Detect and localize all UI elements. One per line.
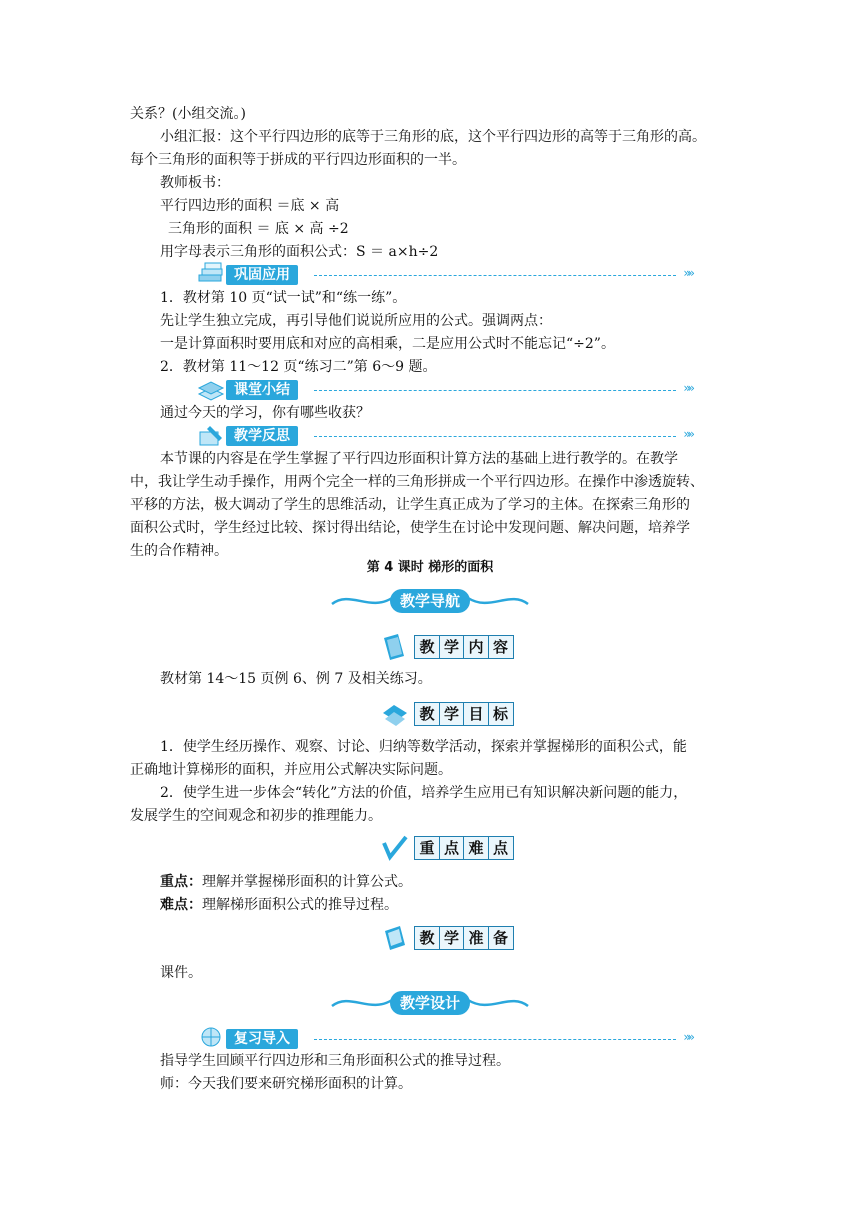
text-line: 2．使学生进一步体会“转化”方法的价值，培养学生应用已有知识解决新问题的能力，: [160, 785, 688, 801]
banner-title: 教学导航: [399, 592, 460, 610]
section-header-practice: [196, 264, 692, 286]
text-line: 通过今天的学习，你有哪些收获？: [160, 405, 370, 421]
heading-char: 教: [414, 702, 440, 726]
notebook-icon: [380, 923, 410, 953]
text-line: [160, 894, 770, 916]
text-line: 本节课的内容是在学生掌握了平行四边形面积计算方法的基础上进行教学的。在教学: [160, 451, 678, 467]
text-line: 正确地计算梯形的面积，并应用公式解决实际问题。: [130, 762, 452, 778]
arrow-icon: »»: [683, 381, 692, 395]
heading-char: 学: [439, 926, 465, 950]
arrow-icon: »»: [683, 427, 692, 441]
text-line: 教师板书：: [160, 175, 230, 191]
dashed-divider: [314, 390, 676, 391]
heading-char: 内: [463, 635, 489, 659]
dashed-divider: [314, 1039, 676, 1040]
lesson-title: 第 4 课时 梯形的面积: [366, 560, 494, 575]
text-line: 发展学生的空间观念和初步的推理能力。: [130, 808, 382, 824]
text-line: 小组汇报：这个平行四边形的底等于三角形的底，这个平行四边形的高等于三角形的高。: [160, 129, 706, 145]
text-line: 平移的方法，极大调动了学生的思维活动，让学生真正成为了学习的主体。在探索三角形的: [130, 497, 690, 513]
text-line: 1．教材第 10 页“试一试”和“练一练”。: [160, 290, 407, 306]
heading-teaching-prep: [380, 923, 520, 953]
section-label: 教学反思: [226, 426, 298, 446]
section-header-review: [196, 1028, 692, 1050]
banner-title: 教学设计: [399, 994, 460, 1012]
text-line: 每个三角形的面积等于拼成的平行四边形面积的一半。: [130, 152, 466, 168]
text-line: 先让学生独立完成，再引导他们说说所应用的公式。强调两点：: [160, 313, 552, 329]
open-book-icon: [196, 376, 226, 402]
text-line: 生的合作精神。: [130, 543, 228, 559]
text-line: [160, 871, 770, 893]
heading-char: 容: [488, 635, 514, 659]
heading-char: 点: [488, 836, 514, 860]
arrow-icon: »»: [683, 266, 692, 280]
arrow-icon: »»: [683, 1030, 692, 1044]
section-label: 课堂小结: [226, 380, 298, 400]
book-icon: [380, 632, 410, 662]
heading-char: 教: [414, 926, 440, 950]
text-line: 师：今天我们要来研究梯形面积的计算。: [160, 1076, 412, 1092]
heading-char: 重: [414, 836, 440, 860]
text-line: 面积公式时，学生经过比较、探讨得出结论，使学生在讨论中发现问题、解决问题，培养学: [130, 520, 690, 536]
banner-navigation: [330, 586, 530, 616]
heading-teaching-goals: [380, 699, 520, 729]
section-header-summary: [196, 379, 692, 401]
heading-char: 教: [414, 635, 440, 659]
heading-char: 备: [488, 926, 514, 950]
heading-char: 难: [463, 836, 489, 860]
section-header-reflection: [196, 425, 692, 447]
globe-book-icon: [196, 1025, 226, 1051]
books-icon: [380, 699, 410, 729]
pencil-book-icon: [196, 422, 226, 448]
banner-design: [330, 988, 530, 1018]
text-difficult-point: 理解梯形面积公式的推导过程。: [202, 897, 398, 913]
book-stack-icon: [196, 261, 226, 287]
section-label: 巩固应用: [226, 265, 298, 285]
text-line: 关系？(小组交流。): [130, 106, 246, 122]
text-line: 1．使学生经历操作、观察、讨论、归纳等数学活动，探索并掌握梯形的面积公式，能: [160, 739, 687, 755]
label-difficult: 难点：: [160, 897, 202, 913]
heading-char: 目: [463, 702, 489, 726]
formula-line: 平行四边形的面积 ＝底 × 高: [160, 198, 340, 214]
label-key: 重点：: [160, 874, 202, 890]
formula-line: 三角形的面积 ＝ 底 × 高 ÷2: [168, 221, 349, 237]
text-line: 指导学生回顾平行四边形和三角形面积公式的推导过程。: [160, 1053, 510, 1069]
formula-line: 用字母表示三角形的面积公式：S ＝ a×h÷2: [160, 244, 439, 260]
text-key-point: 理解并掌握梯形面积的计算公式。: [202, 874, 412, 890]
heading-char: 标: [488, 702, 514, 726]
heading-char: 学: [439, 635, 465, 659]
heading-char: 准: [463, 926, 489, 950]
heading-key-points: [380, 833, 520, 863]
text-line: 教材第 14～15 页例 6、例 7 及相关练习。: [160, 671, 432, 687]
text-line: 中，我让学生动手操作，用两个完全一样的三角形拼成一个平行四边形。在操作中渗透旋转、: [130, 474, 704, 490]
heading-char: 点: [439, 836, 465, 860]
text-line: 2．教材第 11～12 页“练习二”第 6～9 题。: [160, 359, 437, 375]
dashed-divider: [314, 436, 676, 437]
text-line: 课件。: [160, 965, 202, 981]
check-book-icon: [380, 833, 410, 863]
heading-char: 学: [439, 702, 465, 726]
heading-teaching-content: [380, 632, 520, 662]
dashed-divider: [314, 275, 676, 276]
section-label: 复习导入: [226, 1029, 298, 1049]
text-line: 一是计算面积时要用底和对应的高相乘，二是应用公式时不能忘记“÷2”。: [160, 336, 615, 352]
